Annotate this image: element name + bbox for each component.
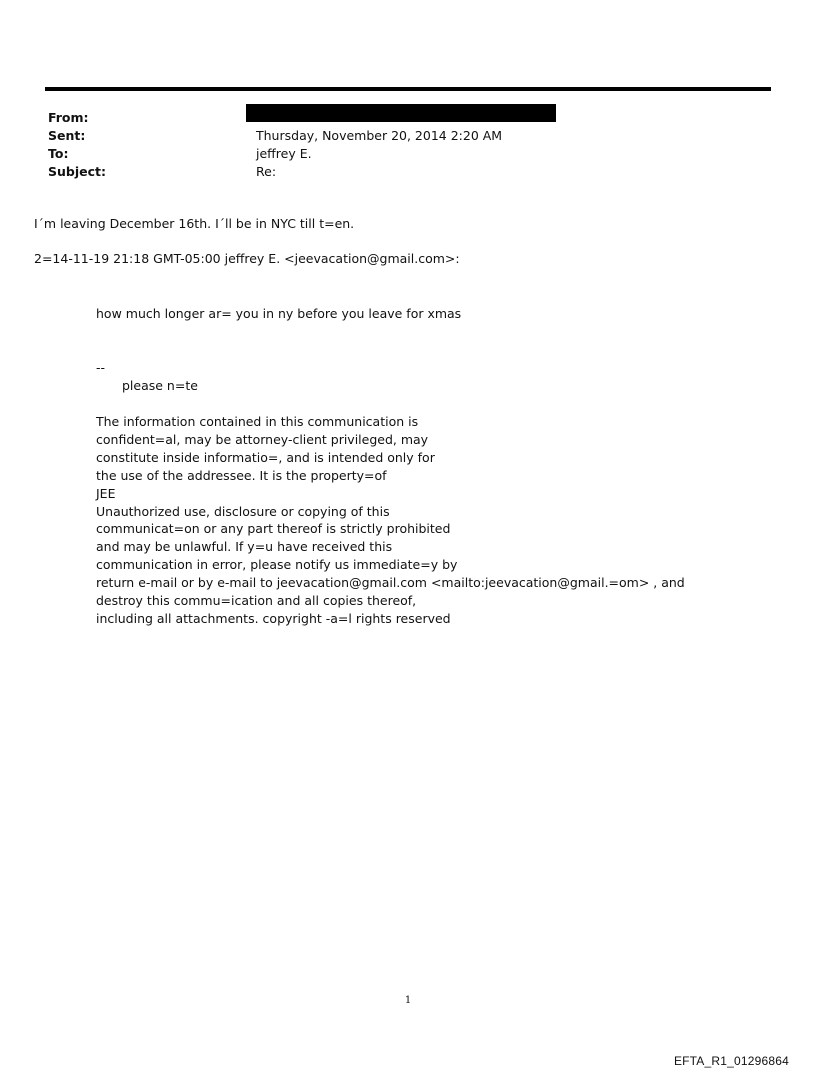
disclaimer-line: return e-mail or by e-mail to jeevacation@gmail.com <mailto:jeevacation@gmail.=om> , and bbox=[96, 575, 685, 591]
to-value: jeffrey E. bbox=[256, 146, 312, 161]
to-label: To: bbox=[48, 146, 69, 161]
signature-separator: -- bbox=[96, 360, 106, 375]
subject-label: Subject: bbox=[48, 164, 106, 179]
disclaimer-line: constitute inside informatio=, and is intended only for bbox=[96, 449, 435, 465]
to-row bbox=[48, 145, 768, 163]
sent-row bbox=[48, 127, 768, 145]
email-header bbox=[48, 109, 768, 181]
document-id: EFTA_R1_01296864 bbox=[673, 1054, 789, 1068]
page-number: 1 bbox=[404, 995, 412, 1006]
subject-row bbox=[48, 163, 768, 181]
disclaimer-line: the use of the addressee. It is the property=of bbox=[96, 467, 387, 483]
disclaimer-line: and may be unlawful. If y=u have received this bbox=[96, 539, 393, 555]
signature-name: please n=te bbox=[122, 378, 198, 393]
disclaimer-line: JEE bbox=[96, 485, 116, 501]
quoted-message: how much longer ar= you in ny before you leave for xmas bbox=[96, 306, 462, 321]
disclaimer-line: confident=al, may be attorney-client privileged, may bbox=[96, 431, 429, 447]
disclaimer-line: Unauthorized use, disclosure or copying of this bbox=[96, 503, 390, 519]
reply-line: I´m leaving December 16th. I´ll be in NYC till t=en. bbox=[34, 216, 355, 231]
disclaimer-line: communicat=on or any part thereof is strictly prohibited bbox=[96, 521, 451, 537]
quote-attribution: 2=14-11-19 21:18 GMT-05:00 jeffrey E. <jeevacation@gmail.com>: bbox=[34, 251, 460, 266]
disclaimer-line: The information contained in this communication is bbox=[96, 414, 419, 429]
header-divider bbox=[45, 87, 771, 91]
sent-label: Sent: bbox=[48, 128, 86, 143]
redaction-bar bbox=[246, 104, 556, 122]
disclaimer-line: destroy this commu=ication and all copies thereof, bbox=[96, 593, 417, 609]
subject-value: Re: bbox=[256, 164, 277, 179]
from-row bbox=[48, 109, 768, 127]
disclaimer-line: communication in error, please notify us immediate=y by bbox=[96, 557, 458, 573]
sent-value: Thursday, November 20, 2014 2:20 AM bbox=[256, 128, 503, 143]
from-label: From: bbox=[48, 110, 89, 125]
disclaimer bbox=[96, 413, 685, 628]
disclaimer-line: including all attachments. copyright -a=l rights reserved bbox=[96, 610, 451, 626]
